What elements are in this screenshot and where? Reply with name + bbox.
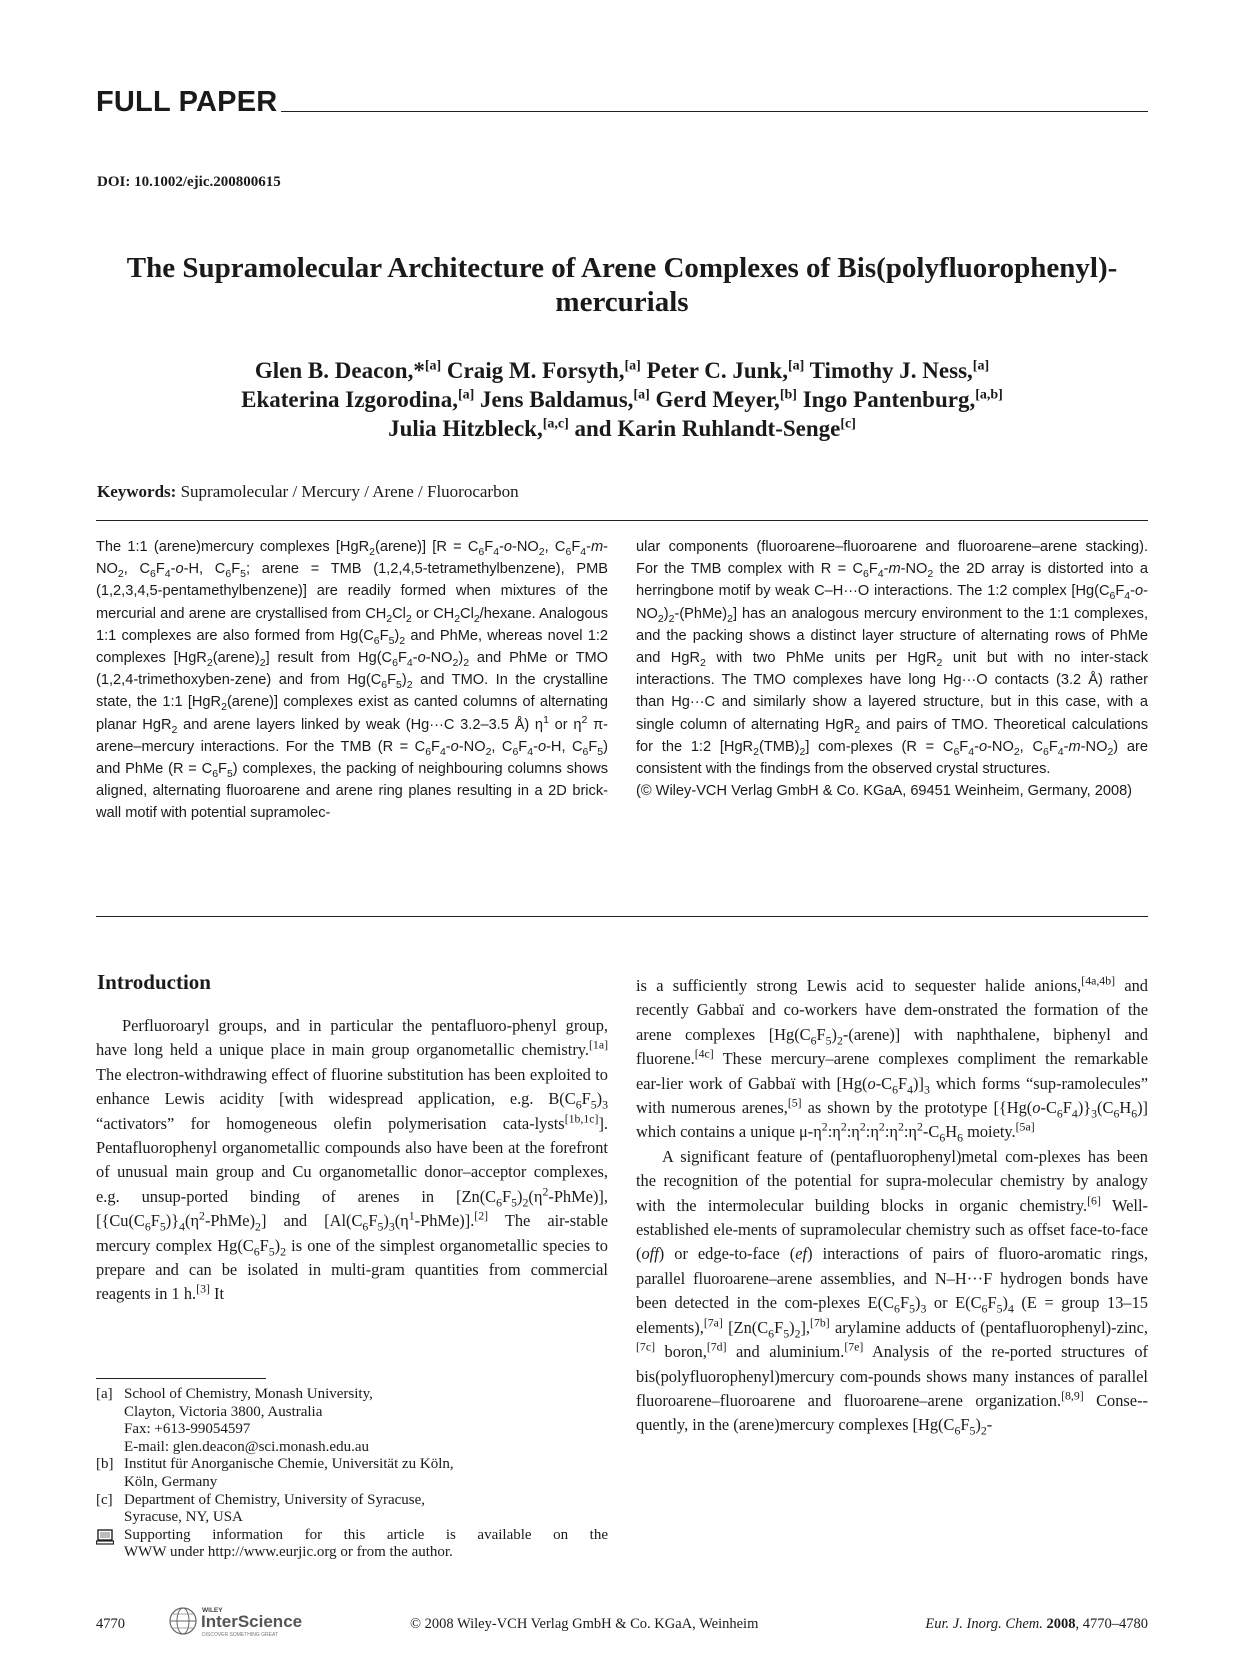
abstract-text-left: The 1:1 (arene)mercury complexes [HgR$_2$(arene)] [$R = C_6F_4-o-NO_2$, $C_6F_4-m-NO_2$, $C_6F_4-o-H$, $C_6F_5$; arene = TMB (1,2,4,5-tetramethylbenzene), PMB (1,2,3,4,5-pentamethylbenzene)] are readily formed when mixtures of the mercurial and arene are crystallised from $CH_2Cl_2$ or $CH_2Cl_2$/hexane. Analogous 1:1 complexes are also formed from $Hg(C_6F_5)_2$ and PhMe, whereas novel 1:2 complexes $[HgR_2(arene)_2]$ result from $Hg(C_6F_4-o-NO_2)_2$ and PhMe or TMO (1,2,4-trimethoxyben-zene) and from $Hg(C_6F_5)_2$ and TMO. In the crystalline state, the 1:1 [HgR$_2$(arene)] complexes exist as canted columns of alternating planar HgR$_2$ and arene layers linked by weak (Hg···C 3.2–3.5 Å) $\eta^1$ or $\eta^2$ π-arene–mercury interactions. For the TMB ($R = C_6F_4-o-NO_2$, $C_6F_4-o-H$, $C_6F_5$) and PhMe $(R = C_6F_5)$ complexes, the packing of neighbouring columns shows aligned, alternating fluoroarene and arene ring planes resulting in a 2D brick-wall motif with potential supramolec- xyxy=(96,539,609,822)
footnote-text xyxy=(124,1456,608,1491)
footnote-text xyxy=(124,1492,608,1527)
footnote-text xyxy=(124,1386,608,1456)
footnote-supporting-info xyxy=(96,1527,608,1562)
section-heading-introduction: Introduction xyxy=(97,970,211,994)
keywords xyxy=(97,482,519,502)
footnote-line: Fax: +613-99054597 xyxy=(124,1421,251,1438)
globe-icon xyxy=(170,1608,196,1634)
footer-copyright: © 2008 Wiley-VCH Verlag GmbH & Co. KGaA, Weinheim xyxy=(410,1616,759,1632)
footnote-line: Clayton, Victoria 3800, Australia xyxy=(124,1403,323,1420)
doi[interactable]: DOI: 10.1002/ejic.200800615 xyxy=(97,174,281,190)
footnote-b xyxy=(96,1456,608,1491)
page-footer xyxy=(96,1607,1148,1641)
footnote-line: Köln, Germany xyxy=(124,1473,218,1490)
footnote-line: Syracuse, NY, USA xyxy=(124,1509,243,1526)
footnote-line: Department of Chemistry, University of Syracuse, xyxy=(124,1491,426,1508)
journal-pages: , 4770–4780 xyxy=(1075,1616,1148,1632)
page-header xyxy=(96,81,1148,117)
intro-column-left xyxy=(96,1014,608,1307)
footnote-label: [c] xyxy=(96,1491,113,1508)
journal-name: Eur. J. Inorg. Chem. xyxy=(925,1616,1043,1632)
title-line-2: mercurials xyxy=(555,286,689,318)
author-list xyxy=(96,356,1148,443)
author-line-2: Ekaterina Izgorodina,[a] Jens Baldamus,[a] Gerd Meyer,[b] Ingo Pantenburg,[a,b] xyxy=(241,387,1003,412)
affiliation-footnotes xyxy=(96,1386,608,1562)
supporting-info-marker xyxy=(96,1527,124,1562)
abstract-bottom-rule xyxy=(96,916,1148,917)
logo-tagline: DISCOVER SOMETHING GREAT xyxy=(202,1632,279,1638)
abstract-copyright: (© Wiley-VCH Verlag GmbH & Co. KGaA, 69451 Weinheim, Germany, 2008) xyxy=(636,783,1133,800)
page-number: 4770 xyxy=(96,1616,125,1632)
wiley-interscience-logo xyxy=(166,1603,332,1639)
header-rule xyxy=(281,111,1148,112)
title-line-1: The Supramolecular Architecture of Arene Complexes of Bis(polyfluorophenyl)- xyxy=(126,252,1118,284)
footnote-line: School of Chemistry, Monash University, xyxy=(124,1386,373,1402)
abstract-column-right xyxy=(636,536,1148,802)
footnote-rule xyxy=(96,1378,266,1379)
logo-wiley: WILEY xyxy=(202,1607,223,1614)
footnote-label: [a] xyxy=(96,1386,113,1402)
computer-icon xyxy=(96,1529,114,1545)
keywords-list: Supramolecular / Mercury / Arene / Fluorocarbon xyxy=(180,482,519,501)
footnote-line: Institut für Anorganische Chemie, Universität zu Köln, xyxy=(124,1456,454,1473)
supporting-info-line-2[interactable]: WWW under http://www.eurjic.org or from the author. xyxy=(124,1544,453,1561)
article-title xyxy=(96,251,1148,319)
abstract-column-left xyxy=(96,536,608,825)
logo-interscience: InterScience xyxy=(201,1612,303,1631)
article-type-label: FULL PAPER xyxy=(96,86,278,118)
footnote-c xyxy=(96,1492,608,1527)
intro-paragraph-1-continued: is a sufficiently strong Lewis acid to sequester halide anions,[4a,4b] and recently Gabbaï and co-workers have dem-onstrated the formation of the arene complexes $[Hg(C_6F_5)_2-(arene)]$ with naphthalene, biphenyl and fluorene.[4c] These mercury–arene complexes compliment the remarkable ear-lier work of Gabbaï with $[Hg(o-C_6F_4)]_3$ which forms “sup-ramolecules” with numerous arenes,[5] as shown by the prototype $[\{Hg(o-C_6F_4)\}_3(C_6H_6)]$ which contains a unique $\mu-\eta^2:\eta^2:\eta^2:\eta^2:\eta^2:\eta^2-C_6H_6$ moiety.[5a] xyxy=(636,973,1149,1145)
author-line-3: Julia Hitzbleck,[a,c] and Karin Ruhlandt-Senge[c] xyxy=(388,416,856,441)
author-line-1: Glen B. Deacon,*[a] Craig M. Forsyth,[a] Peter C. Junk,[a] Timothy J. Ness,[a] xyxy=(254,358,990,383)
footnote-label: [b] xyxy=(96,1456,114,1473)
intro-paragraph-2: A significant feature of (pentafluorophenyl)metal com-plexes has been the recognition of the potential for supra-molecular chemistry by analogy with the intermolecular building blocks in organic chemistry.[6] Well-established ele-ments of supramolecular chemistry such as offset face-to-face (off) or edge-to-face (ef) interactions of pairs of fluoro-aromatic rings, parallel fluoroarene–arene assemblies, and N–H···F hydrogen bonds have been detected in the com-plexes $E(C_6F_5)_3$ or $E(C_6F_5)_4$ (E = group 13–15 elements),[7a] $[Zn(C_6F_5)_2],[7b]$ arylamine adducts of (pentafluorophenyl)-zinc,[7c] boron,[7d] and aluminium.[7e] Analysis of the re-ported structures of bis(polyfluorophenyl)mercury com-pounds shows many instances of parallel fluoroarene–fluoroarene and fluoroarene–arene organization.[8,9] Conse-quently, in the (arene)mercury complexes [$Hg(C_6F_5)_2-$ xyxy=(636,1146,1149,1438)
abstract-top-rule xyxy=(96,520,1148,521)
keywords-label: Keywords: xyxy=(97,482,177,501)
intro-column-right xyxy=(636,974,1148,1438)
supporting-info-line-1: Supporting information for this article is available on the xyxy=(124,1526,608,1543)
abstract-text-right: ular components (fluoroarene–fluoroarene and fluoroarene–arene stacking). For the TMB complex with $R = C_6F_4-m-NO_2$ the 2D array is distorted into a herringbone motif by weak C–H···O interactions. The 1:2 complex $[Hg(C_6F_4-o-NO_2)_2-(PhMe)_2]$ has an analogous mercury environment to the 1:1 complexes, and the packing shows a distinct layer structure of alternating rows of PhMe and HgR$_2$ with two PhMe units per HgR$_2$ unit but with no inter-stack interactions. The TMO complexes have long Hg···O contacts (3.2 Å) rather than Hg···C and similarly show a layered structure, but in this case, with a single column of alternating HgR$_2$ and pairs of TMO. Theoretical calculations for the 1:2 $[HgR_2(TMB)_2]$ com-plexes ($R = C_6F_4-o-NO_2$, $C_6F_4-m-NO_2$) are consistent with the findings from the observed crystal structures. xyxy=(636,539,1148,778)
journal-year: 2008 xyxy=(1046,1616,1076,1632)
footnote-email[interactable]: E-mail: glen.deacon@sci.monash.edu.au xyxy=(124,1438,369,1455)
journal-citation xyxy=(925,1616,1148,1633)
intro-paragraph-1: Perfluoroaryl groups, and in particular the pentafluoro-phenyl group, have long held a unique place in main group organometallic chemistry.[1a] The electron-withdrawing effect of fluorine substitution has been exploited to enhance Lewis acidity [with widespread application, e.g. $B(C_6F_5)_3$ “activators” for homogeneous olefin polymerisation cata-lysts[1b,1c]]. Pentafluorophenyl organometallic compounds also have been at the forefront of unusual main group and Cu organometallic donor–acceptor complexes, e.g. unsup-ported binding of arenes in $[Zn(C_6F_5)_2(\eta^2-PhMe)]$, $[\{Cu(C_6F_5)\}_4(\eta^2-PhMe)_2]$ and $[Al(C_6F_5)_3(\eta^1-PhMe)].[2]$ The air-stable mercury complex $Hg(C_6F_5)_2$ is one of the simplest organometallic species to prepare and can be isolated in multi-gram quantities from commercial reagents in 1 h.[3] It xyxy=(96,1016,608,1304)
footnote-text xyxy=(124,1527,608,1562)
footnote-a xyxy=(96,1386,608,1456)
